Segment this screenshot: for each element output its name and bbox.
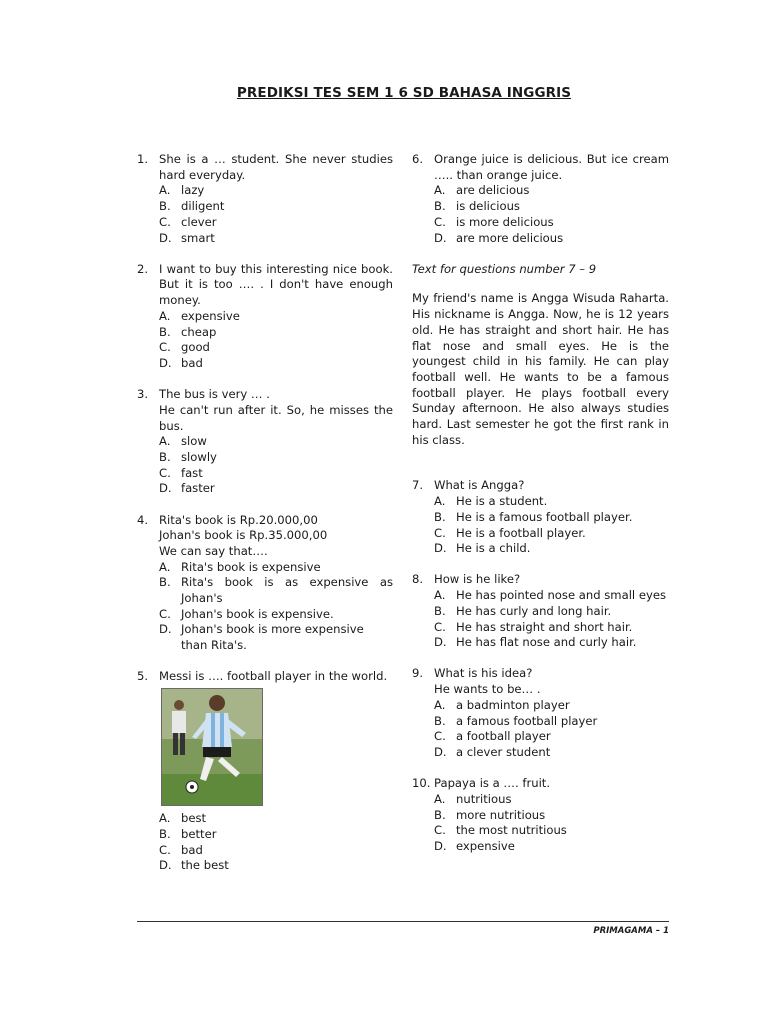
option-c[interactable]: C. Johan's book is expensive. — [159, 606, 334, 621]
question-7: 7. What is Angga? A. He is a student. B. He is a famous football player. C. He is a football player. D. He is a child. — [412, 478, 669, 557]
option-b[interactable]: B. is delicious — [434, 199, 520, 214]
question-4: 4. Rita's book is Rp.20.000,00 Johan's book is Rp.35.000,00 We can say that…. A. Rita's book is expensive B. Rita's book is as expensive as Johan's C. Johan's book is expensive. D. Johan's book is more expensive than Rita's. — [137, 512, 393, 653]
option-c[interactable]: C. is more delicious — [434, 214, 554, 229]
option-a[interactable]: A. expensive — [159, 308, 240, 323]
option-a[interactable]: A. slow — [159, 434, 207, 449]
option-d[interactable]: D. expensive — [434, 839, 515, 854]
question-stem: Orange juice is delicious. But ice cream ….. than orange juice. — [434, 152, 669, 182]
question-stem: What is his idea? — [434, 666, 533, 681]
option-a[interactable]: A. He is a student. — [434, 494, 548, 509]
option-a[interactable]: A. a badminton player — [434, 697, 570, 712]
option-d[interactable]: D. Johan's book is more expensive than Rita's. — [159, 622, 364, 653]
question-3: 3. The bus is very … . He can't run after it. So, he misses the bus. A. slow B. slowly C. fast D. faster — [137, 387, 393, 496]
option-b[interactable]: B. He has curly and long hair. — [434, 603, 612, 618]
option-a[interactable]: A. are delicious — [434, 183, 530, 198]
question-6: 6. Orange juice is delicious. But ice cream ….. than orange juice. A. are delicious B. is delicious C. is more delicious D. are more delicious — [412, 152, 669, 245]
question-stem: How is he like? — [434, 572, 521, 587]
question-2: 2. I want to buy this interesting nice book. But it is too …. . I don't have enough money. A. expensive B. cheap C. good D. bad — [137, 261, 393, 370]
option-d[interactable]: D. the best — [159, 858, 229, 873]
option-c[interactable]: C. clever — [159, 214, 217, 229]
option-c[interactable]: C. fast — [159, 465, 203, 480]
option-b[interactable]: B. a famous football player — [434, 713, 598, 728]
question-stem: What is Angga? — [434, 478, 525, 493]
option-b[interactable]: B. more nutritious — [434, 807, 546, 822]
football-player-photo — [161, 688, 263, 806]
page-title: PREDIKSI TES SEM 1 6 SD BAHASA INGGRIS — [236, 85, 572, 101]
option-c[interactable]: C. good — [159, 340, 210, 355]
option-c[interactable]: C. He is a football player. — [434, 525, 586, 540]
right-column — [412, 152, 669, 870]
question-stem: She is a … student. She never studies hard everyday. — [159, 152, 393, 182]
question-5: 5. Messi is …. football player in the world. A. best B. better C. bad D. the best — [137, 669, 393, 874]
option-a[interactable]: A. He has pointed nose and small eyes — [434, 588, 666, 603]
question-stem: Papaya is a …. fruit. — [434, 776, 551, 791]
reading-passage: My friend's name is Angga Wisuda Raharta. His nickname is Angga. Now, he is 12 years old. He has straight and short hair. He has flat nose and small eyes. He is the youngest child in his family. He can play football well. He wants to be a famous football player. He plays football every Sunday afternoon. He also always studies hard. Last semester he got the first rank in his class. — [412, 291, 669, 447]
option-b[interactable]: B. Rita's book is as expensive as Johan's — [159, 575, 393, 606]
option-b[interactable]: B. slowly — [159, 449, 217, 464]
question-8: 8. How is he like? A. He has pointed nose and small eyes B. He has curly and long hair. C. He has straight and short hair. D. He has flat nose and curly hair. — [412, 572, 669, 651]
text-reference-heading: Text for questions number 7 – 9 — [412, 261, 597, 276]
option-d[interactable]: D. He has flat nose and curly hair. — [434, 635, 637, 650]
option-b[interactable]: B. better — [159, 826, 217, 841]
question-stem: Rita's book is Rp.20.000,00 — [159, 512, 318, 527]
question-stem: Johan's book is Rp.35.000,00 — [159, 528, 328, 543]
left-column — [137, 152, 393, 889]
option-a[interactable]: A. best — [159, 811, 207, 826]
option-b[interactable]: B. diligent — [159, 199, 225, 214]
option-c[interactable]: C. the most nutritious — [434, 823, 567, 838]
question-stem: Messi is …. football player in the world. — [159, 669, 388, 684]
option-a[interactable]: A. Rita's book is expensive — [159, 559, 321, 574]
option-d[interactable]: D. faster — [159, 481, 215, 496]
option-d[interactable]: D. bad — [159, 355, 203, 370]
question-10: 10. Papaya is a …. fruit. A. nutritious B. more nutritious C. the most nutritious D. expensive — [412, 776, 669, 855]
question-stem: He wants to be… . — [434, 682, 541, 697]
footer-divider — [137, 921, 669, 922]
option-d[interactable]: D. are more delicious — [434, 230, 564, 245]
option-c[interactable]: C. a football player — [434, 729, 551, 744]
option-c[interactable]: C. bad — [159, 842, 203, 857]
question-stem: We can say that…. — [159, 543, 268, 558]
option-b[interactable]: B. He is a famous football player. — [434, 509, 633, 524]
question-stem: I want to buy this interesting nice book. But it is too …. . I don't have enough money. — [159, 261, 393, 308]
page-footer: PRIMAGAMA – 1 — [593, 926, 669, 936]
question-stem: The bus is very … . — [159, 387, 270, 402]
option-c[interactable]: C. He has straight and short hair. — [434, 619, 633, 634]
option-b[interactable]: B. cheap — [159, 324, 217, 339]
question-9: 9. What is his idea? He wants to be… . A. a badminton player B. a famous football player C. a football player D. a clever student — [412, 666, 669, 760]
option-a[interactable]: A. lazy — [159, 183, 205, 198]
option-d[interactable]: D. He is a child. — [434, 541, 531, 556]
question-stem: He can't run after it. So, he misses the bus. — [159, 402, 393, 433]
option-a[interactable]: A. nutritious — [434, 791, 512, 806]
question-1: 1. She is a … student. She never studies hard everyday. A. lazy B. diligent C. clever D. smart — [137, 152, 393, 245]
option-d[interactable]: D. smart — [159, 230, 215, 245]
option-d[interactable]: D. a clever student — [434, 745, 551, 759]
